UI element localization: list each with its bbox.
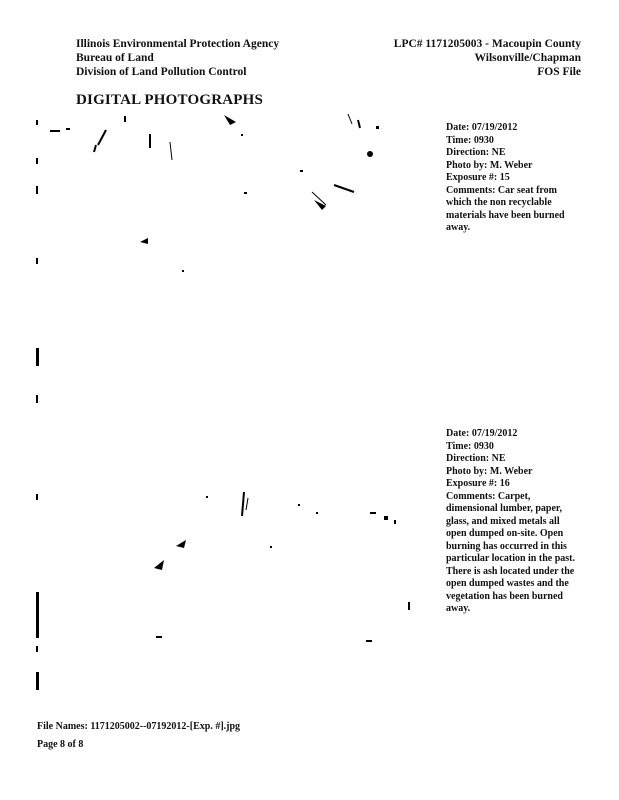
lpc-number: LPC# 1171205003 - Macoupin County: [393, 38, 581, 50]
agency-name: Illinois Environmental Protection Agency: [76, 38, 280, 50]
photo-date: Date: 07/19/2012: [446, 428, 518, 439]
photo-direction: Direction: NE: [446, 453, 506, 464]
file-type: FOS File: [537, 66, 581, 78]
division-name: Division of Land Pollution Control: [76, 66, 247, 78]
bureau-name: Bureau of Land: [76, 52, 154, 64]
photo-photographer: Photo by: M. Weber: [446, 465, 533, 477]
photo-direction: Direction: NE: [446, 147, 506, 158]
photo-image-1: [36, 110, 436, 410]
photo-time: Time: 0930: [446, 134, 494, 146]
site-name: Wilsonville/Chapman: [474, 52, 581, 64]
header-site-block: [394, 37, 581, 79]
header-agency-block: [76, 37, 279, 79]
photo-exposure: Exposure #: 15: [446, 172, 510, 183]
photo-exposure: Exposure #: 16: [446, 478, 510, 489]
photo-comments: Comments: Carpet, dimensional lumber, paper, glass, and mixed metals all open dumped on-site. Open burning has occurred in this particular location in the past. There is ash located under the open dumped wastes and the vegetation has been burned away.: [446, 490, 575, 614]
photo-photographer: Photo by: M. Weber: [446, 159, 533, 171]
photo-info-2: [446, 428, 576, 616]
footer-page-number: Page 8 of 8: [37, 739, 84, 750]
photo-time: Time: 0930: [446, 440, 494, 452]
photo-comments: Comments: Car seat from which the non recyclable materials have been burned away.: [446, 184, 565, 233]
photo-image-2: [36, 420, 436, 710]
page-title: DIGITAL PHOTOGRAPHS: [76, 92, 264, 108]
photo-info-1: [446, 122, 576, 235]
photo-date: Date: 07/19/2012: [446, 122, 518, 133]
footer-file-names: File Names: 1171205002--07192012-[Exp. #].jpg: [37, 721, 241, 732]
